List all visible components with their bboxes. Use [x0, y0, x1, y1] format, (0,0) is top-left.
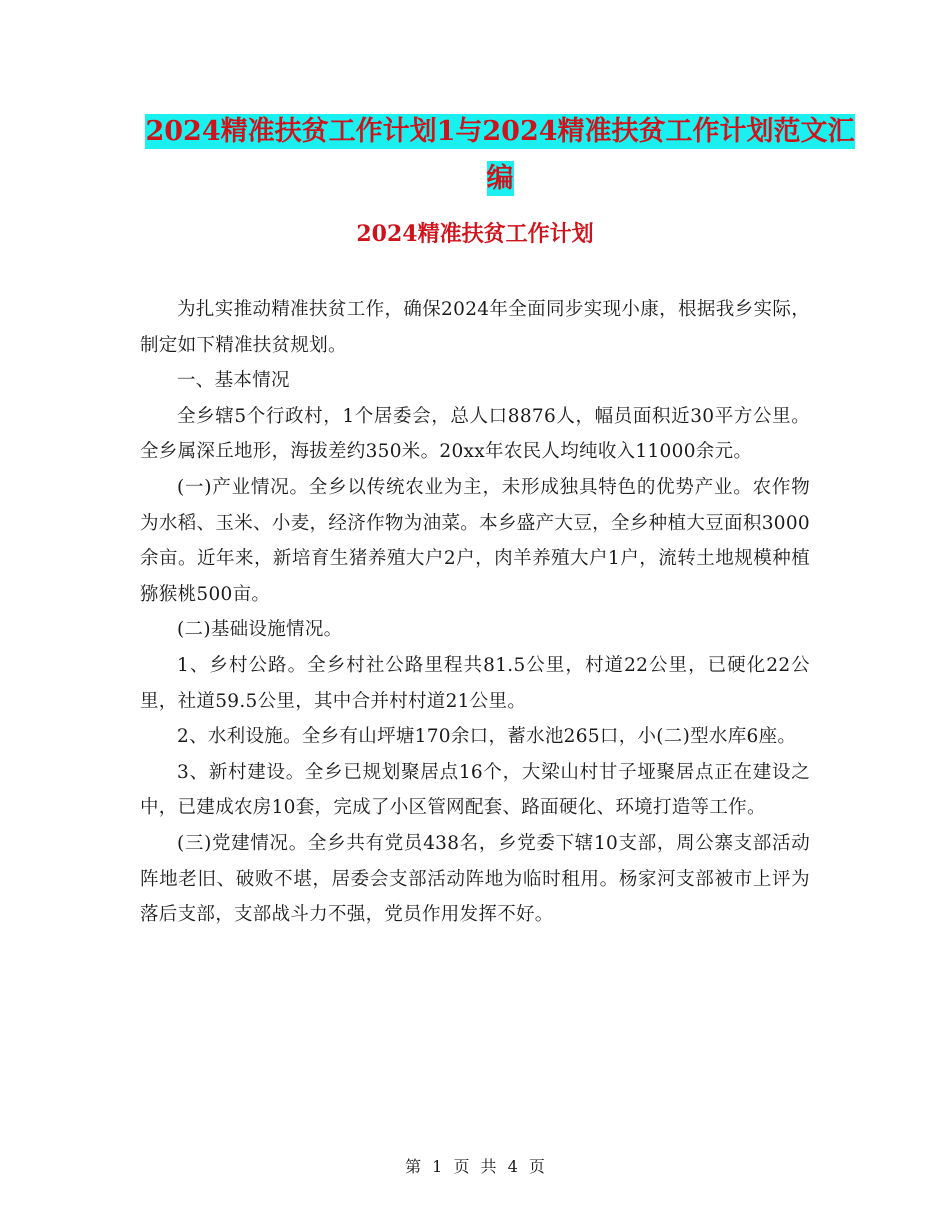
paragraph-water: 2、水利设施。全乡有山坪塘170余口，蓄水池265口，小(二)型水库6座。 — [177, 726, 797, 748]
paragraph-roads: 1、乡村公路。全乡村社公路里程共81.5公里，村道22公里，已硬化22公里，社道59.5公里，其中合并村村道21公里。 — [140, 654, 810, 712]
paragraph-new-village: 3、新村建设。全乡已规划聚居点16个，大梁山村甘子垭聚居点正在建设之中，已建成农房10套，完成了小区管网配套、路面硬化、环境打造等工作。 — [140, 761, 810, 819]
paragraph-overview: 全乡辖5个行政村，1个居委会，总人口8876人，幅员面积近30平方公里。全乡属深丘地形，海拔差约350米。20xx年农民人均纯收入11000余元。 — [140, 405, 810, 463]
document-title — [140, 108, 860, 202]
paragraph-industry: (一)产业情况。全乡以传统农业为主，未形成独具特色的优势产业。农作物为水稻、玉米、小麦，经济作物为油菜。本乡盛产大豆，全乡种植大豆面积3000余亩。近年来，新培育生猪养殖大户2户，肉羊养殖大户1户，流转土地规模种植猕猴桃500亩。 — [140, 476, 810, 605]
paragraph-intro: 为扎实推动精准扶贫工作，确保2024年全面同步实现小康，根据我乡实际，制定如下精准扶贫规划。 — [140, 299, 810, 356]
section-title: 2024精准扶贫工作计划 — [356, 221, 594, 247]
document-body — [140, 292, 810, 933]
page-footer: 第 1 页 共 4 页 — [405, 1157, 545, 1176]
heading-infrastructure: (二)基础设施情况。 — [177, 619, 343, 641]
paragraph-party: (三)党建情况。全乡共有党员438名，乡党委下辖10支部，周公寨支部活动阵地老旧、破败不堪，居委会支部活动阵地为临时租用。杨家河支部被市上评为落后支部，支部战斗力不强，党员作用发挥不好。 — [140, 832, 810, 926]
heading-basic-situation: 一、基本情况 — [177, 370, 290, 392]
document-title-text: 2024精准扶贫工作计划1与2024精准扶贫工作计划范文汇编 — [145, 116, 855, 194]
